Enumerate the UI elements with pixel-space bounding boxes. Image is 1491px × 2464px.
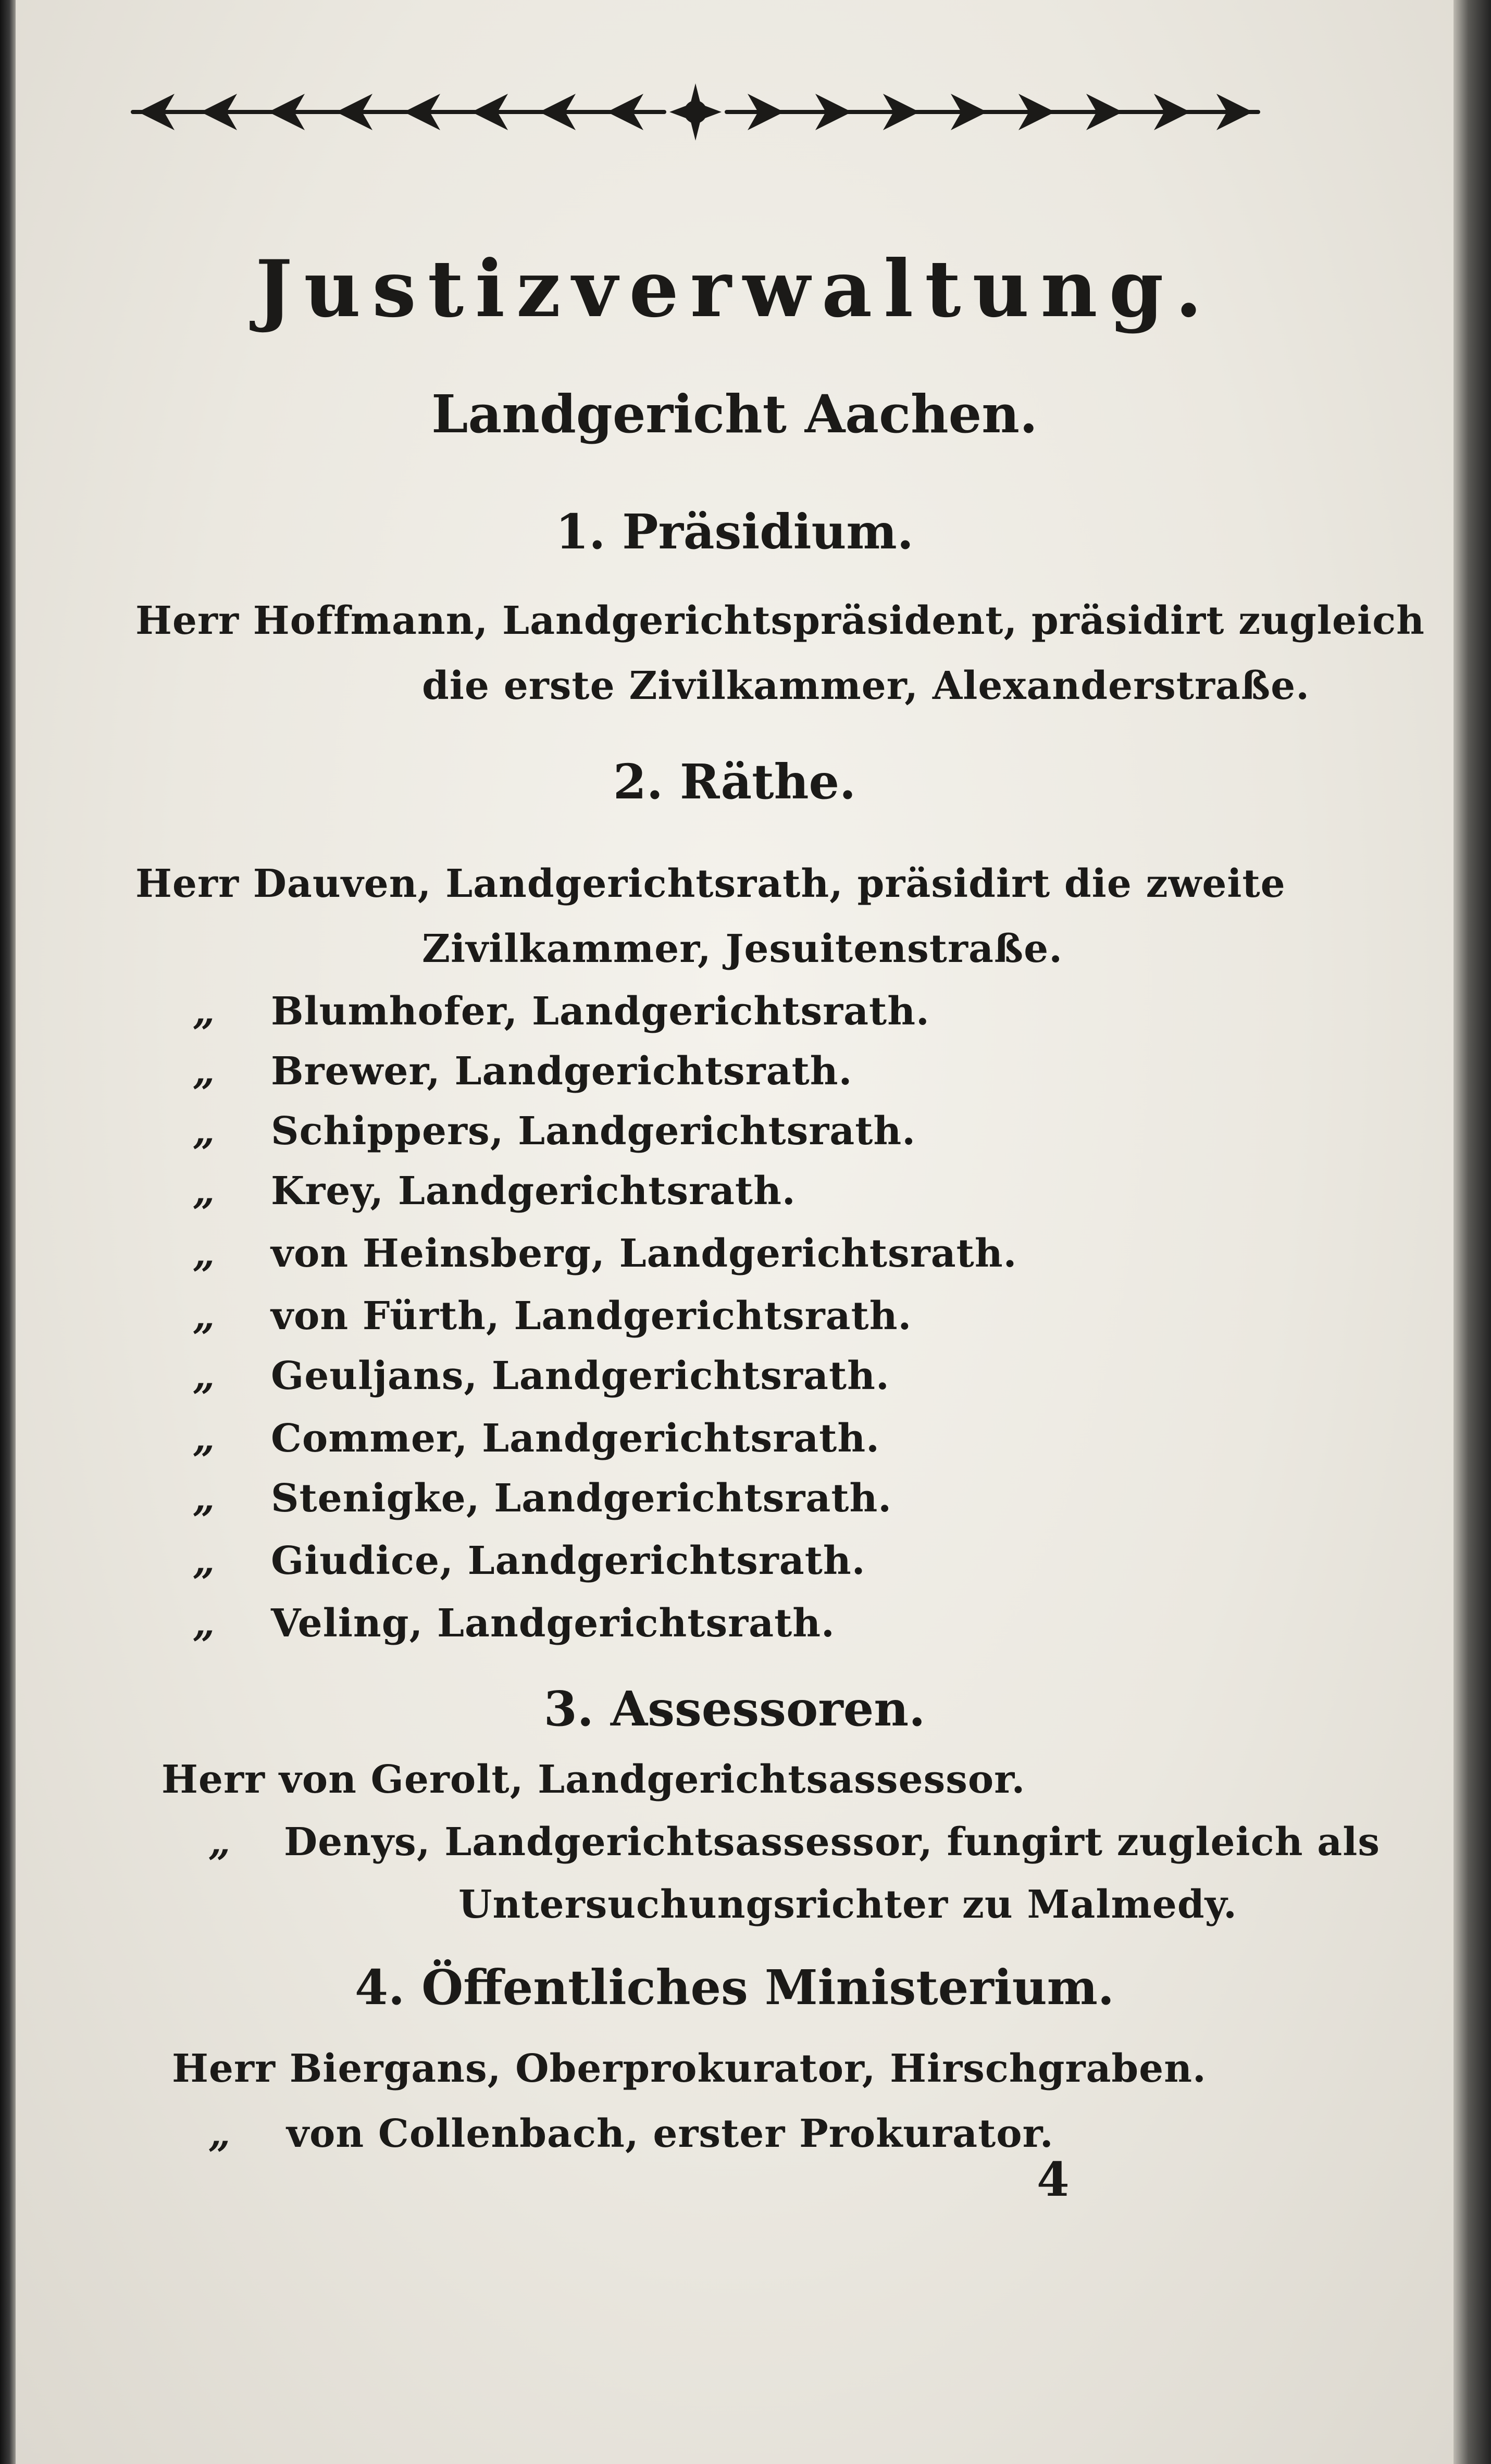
section-heading: 4. Öffentliches Ministerium. [355,1959,1114,2016]
section-heading: 2. Räthe. [613,754,856,810]
ditto-mark: „ [193,1601,215,1646]
page-edge-left [0,0,16,2464]
entry-line: Denys, Landgerichtsassessor, fungirt zugleich als [284,1820,1380,1865]
ditto-mark: „ [193,1539,215,1583]
ditto-mark: „ [193,989,215,1034]
entry-line: Commer, Landgerichtsrath. [271,1416,880,1461]
section-heading: 1. Präsidium. [555,504,914,560]
entry-line: Herr Biergans, Oberprokurator, Hirschgraben. [172,2046,1207,2091]
entry-line: Geuljans, Landgerichtsrath. [271,1354,890,1398]
entry-line: Giudice, Landgerichtsrath. [271,1539,866,1583]
ditto-mark: „ [208,1820,231,1865]
entry-line: Stenigke, Landgerichtsrath. [271,1476,892,1521]
entry-line: Schippers, Landgerichtsrath. [271,1109,916,1154]
entry-line: Untersuchungsrichter zu Malmedy. [458,1882,1237,1927]
entry-line: Krey, Landgerichtsrath. [271,1169,796,1214]
entry-line: Herr von Gerolt, Landgerichtsassessor. [161,1757,1026,1802]
entry-line: Zivilkammer, Jesuitenstraße. [422,927,1063,971]
entry-line: Brewer, Landgerichtsrath. [271,1049,853,1094]
ditto-mark: „ [193,1476,215,1521]
ditto-mark: „ [193,1109,215,1154]
ditto-mark: „ [193,1354,215,1398]
entry-line: von Collenbach, erster Prokurator. [287,2111,1054,2156]
ditto-mark: „ [193,1231,215,1276]
book-page [16,0,1453,2464]
entry-line: die erste Zivilkammer, Alexanderstraße. [422,664,1310,708]
entry-line: Blumhofer, Landgerichtsrath. [271,989,930,1034]
entry-line: von Fürth, Landgerichtsrath. [271,1294,912,1339]
page-number: 4 [1037,2152,1070,2207]
ditto-mark: „ [193,1169,215,1214]
entry-line: von Heinsberg, Landgerichtsrath. [271,1231,1017,1276]
page-edge-right [1453,0,1491,2464]
ditto-mark: „ [193,1294,215,1339]
ditto-mark: „ [193,1416,215,1461]
laurel-ornament [128,73,1263,151]
entry-line: Veling, Landgerichtsrath. [271,1601,835,1646]
page-title: Justizverwaltung. [255,243,1214,335]
entry-line: Herr Dauven, Landgerichtsrath, präsidirt die zweite [135,861,1286,906]
entry-line: Herr Hoffmann, Landgerichtspräsident, präsidirt zugleich [135,598,1425,643]
court-name: Landgericht Aachen. [431,383,1038,445]
ditto-mark: „ [193,1049,215,1094]
section-heading: 3. Assessoren. [543,1681,926,1737]
ditto-mark: „ [208,2111,231,2156]
